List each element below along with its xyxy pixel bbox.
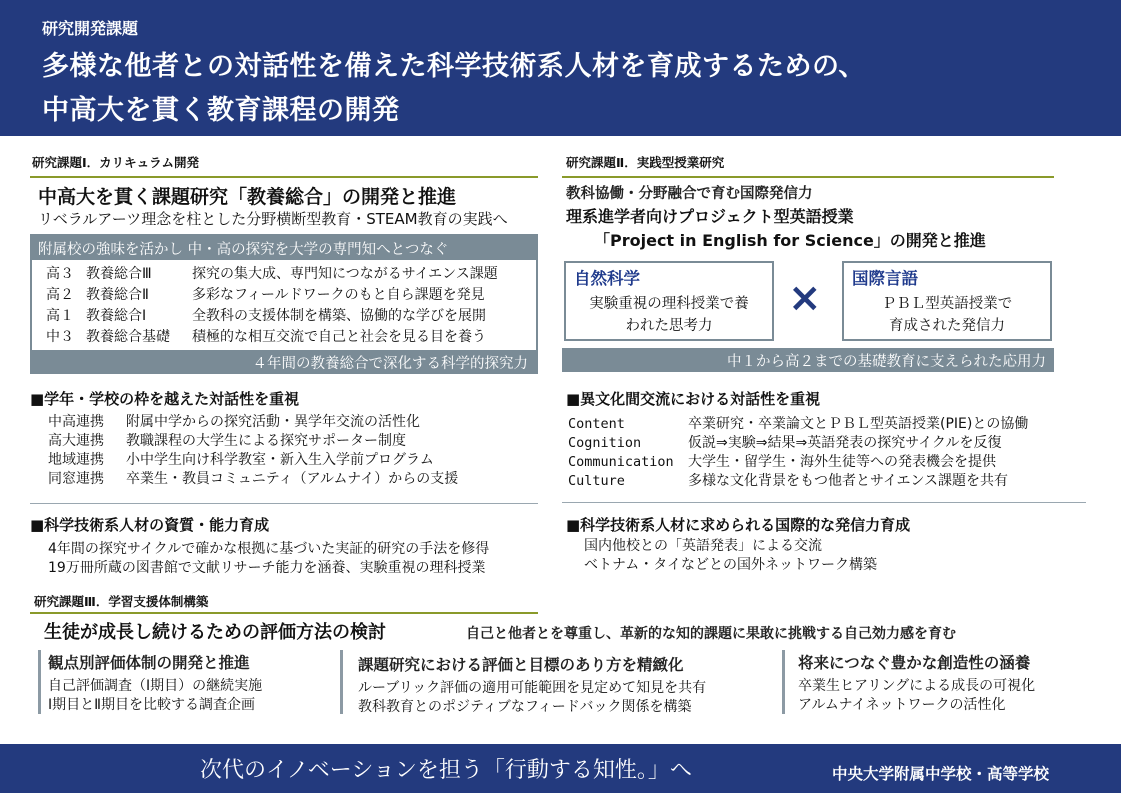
curriculum-box-title: 附属校の強味を活かし 中・高の探究を大学の専門知へとつなぐ xyxy=(32,236,536,260)
row-grade: 高３ xyxy=(46,266,74,282)
section1-subheading: リベラルアーツ理念を柱とした分野横断型教育・STEAM教育の実践へ xyxy=(38,210,508,228)
dialog-key: 中高連携 xyxy=(48,414,104,430)
eval-col-line: アルムナイネットワークの活性化 xyxy=(798,697,1006,713)
eval-col-line: Ⅰ期目とⅡ期目を比較する調査企画 xyxy=(48,697,256,713)
cross-key: Content xyxy=(568,416,625,432)
row-desc: 探究の集大成、専門知につながるサイエンス課題 xyxy=(192,266,498,282)
natural-science-text: 実験重視の理科授業で養 xyxy=(589,296,749,312)
section2-label: 研究課題Ⅱ．実践型授業研究 xyxy=(566,155,725,170)
cross-text: 仮説⇒実験⇒結果⇒英語発表の探究サイクルを反復 xyxy=(688,435,1002,451)
eval-col-title: 将来につなぐ豊かな創造性の涵養 xyxy=(798,654,1031,672)
intl-item: 国内他校との「英語発表」による交流 xyxy=(584,538,822,554)
eval-col-title: 課題研究における評価と目標のあり方を精緻化 xyxy=(358,656,684,674)
applied-skill-bar: 中１から高２までの基礎教育に支えられた応用力 xyxy=(562,348,1054,372)
divider xyxy=(30,503,538,504)
dialog-key: 同窓連携 xyxy=(48,471,104,487)
dialog-item xyxy=(48,430,406,450)
dialog-key: 高大連携 xyxy=(48,433,104,449)
cross-key: Culture xyxy=(568,473,625,489)
cross-key: Communication xyxy=(568,454,674,470)
dialog-text: 附属中学からの探究活動・異学年交流の活性化 xyxy=(126,414,420,430)
dialog-text: 教職課程の大学生による探究サポーター制度 xyxy=(126,433,406,449)
section3-aside: 自己と他者とを尊重し、革新的な知的課題に果敢に挑戦する自己効力感を育む xyxy=(466,626,956,642)
dialog-text: 小中学生向け科学教室・新入生入学前プログラム xyxy=(126,452,434,468)
footer-slogan: 次代のイノベーションを担う「行動する知性。」へ xyxy=(200,758,692,783)
ability-item: 19万冊所蔵の図書館で文献リサーチ能力を涵養、実験重視の理科授業 xyxy=(48,560,486,576)
times-icon: × xyxy=(788,275,822,321)
natural-science-title: 自然科学 xyxy=(574,269,640,288)
cross-text: 卒業研究・卒業論文とＰＢＬ型英語授業(PIE)との協働 xyxy=(688,416,1029,432)
dialog-key: 地域連携 xyxy=(48,452,104,468)
intl-language-title: 国際言語 xyxy=(852,269,918,288)
cross-heading: ■異文化間交流における対話性を重視 xyxy=(566,390,821,408)
section2-line3: 「Project in English for Science」の開発と推進 xyxy=(594,231,986,250)
cross-item xyxy=(568,470,1008,490)
column-bar xyxy=(38,650,41,714)
row-course: 教養総合Ⅰ xyxy=(86,308,147,324)
section1-underline xyxy=(30,176,538,178)
intl-item: ベトナム・タイなどとの国外ネットワーク構築 xyxy=(584,557,878,573)
dialog-heading: ■学年・学校の枠を越えた対話性を重視 xyxy=(30,390,300,408)
cross-item xyxy=(568,413,1028,433)
section1-label: 研究課題Ⅰ．カリキュラム開発 xyxy=(32,155,200,170)
dialog-item xyxy=(48,468,458,488)
dialog-text: 卒業生・教員コミュニティ（アルムナイ）からの支援 xyxy=(126,471,459,487)
curriculum-row xyxy=(46,284,485,304)
dialog-item xyxy=(48,449,434,469)
section3-underline xyxy=(30,612,538,614)
row-grade: 高１ xyxy=(46,308,74,324)
curriculum-row xyxy=(46,305,486,325)
eval-col-line: 卒業生ヒアリングによる成長の可視化 xyxy=(798,678,1036,694)
row-course: 教養総合Ⅲ xyxy=(86,266,152,282)
eval-col-line: 自己評価調査（Ⅰ期目）の継続実施 xyxy=(48,678,263,694)
cross-item xyxy=(568,432,1002,452)
column-bar xyxy=(340,650,343,714)
cross-text: 多様な文化背景をもつ他者とサイエンス課題を共有 xyxy=(688,473,1009,489)
cross-item xyxy=(568,451,996,471)
section1-heading: 中高大を貫く課題研究「教養総合」の開発と推進 xyxy=(38,186,457,208)
section2-underline xyxy=(562,176,1054,178)
divider xyxy=(562,502,1086,503)
ability-item: 4年間の探究サイクルで確かな根拠に基づいた実証的研究の手法を修得 xyxy=(48,541,490,557)
footer-school: 中央大学附属中学校・高等学校 xyxy=(832,765,1050,783)
column-bar xyxy=(782,650,785,714)
eval-col-line: ルーブリック評価の適用可能範囲を見定めて知見を共有 xyxy=(358,680,707,696)
intl-heading: ■科学技術系人材に求められる国際的な発信力育成 xyxy=(566,516,911,534)
section3-label: 研究課題Ⅲ．学習支援体制構築 xyxy=(34,594,209,609)
dialog-item xyxy=(48,411,420,431)
natural-science-text: われた思考力 xyxy=(625,318,713,334)
row-desc: 多彩なフィールドワークのもと自ら課題を発見 xyxy=(192,287,485,303)
cross-text: 大学生・留学生・海外生徒等への発表機会を提供 xyxy=(688,454,996,470)
row-grade: 高２ xyxy=(46,287,74,303)
eval-col-title: 観点別評価体制の開発と推進 xyxy=(48,654,250,672)
row-desc: 積極的な相互交流で自己と社会を見る目を養う xyxy=(192,329,486,345)
row-course: 教養総合基礎 xyxy=(86,329,170,345)
header-title-line1: 多様な他者との対話性を備えた科学技術系人材を育成するための、 xyxy=(42,51,866,82)
section3-heading: 生徒が成長し続けるための評価方法の検討 xyxy=(44,622,386,643)
row-grade: 中３ xyxy=(46,329,74,345)
eval-col-line: 教科教育とのポジティブなフィードバック関係を構築 xyxy=(358,699,692,715)
cross-key: Cognition xyxy=(568,435,642,451)
section2-line1: 教科協働・分野融合で育む国際発信力 xyxy=(566,186,813,202)
intl-language-text: 育成された発信力 xyxy=(889,318,1005,334)
row-desc: 全教科の支援体制を構築、協働的な学びを展開 xyxy=(192,308,486,324)
curriculum-row xyxy=(46,263,498,283)
row-course: 教養総合Ⅱ xyxy=(86,287,149,303)
section2-line2: 理系進学者向けプロジェクト型英語授業 xyxy=(566,207,854,226)
intl-language-text: ＰＢＬ型英語授業で xyxy=(881,296,1013,312)
header-title-line2: 中高大を貫く教育課程の開発 xyxy=(42,95,400,126)
header-label: 研究開発課題 xyxy=(42,19,139,38)
curriculum-box-footer: ４年間の教養総合で深化する科学的探究力 xyxy=(32,350,536,372)
curriculum-row xyxy=(46,326,486,346)
ability-heading: ■科学技術系人材の資質・能力育成 xyxy=(30,516,270,534)
